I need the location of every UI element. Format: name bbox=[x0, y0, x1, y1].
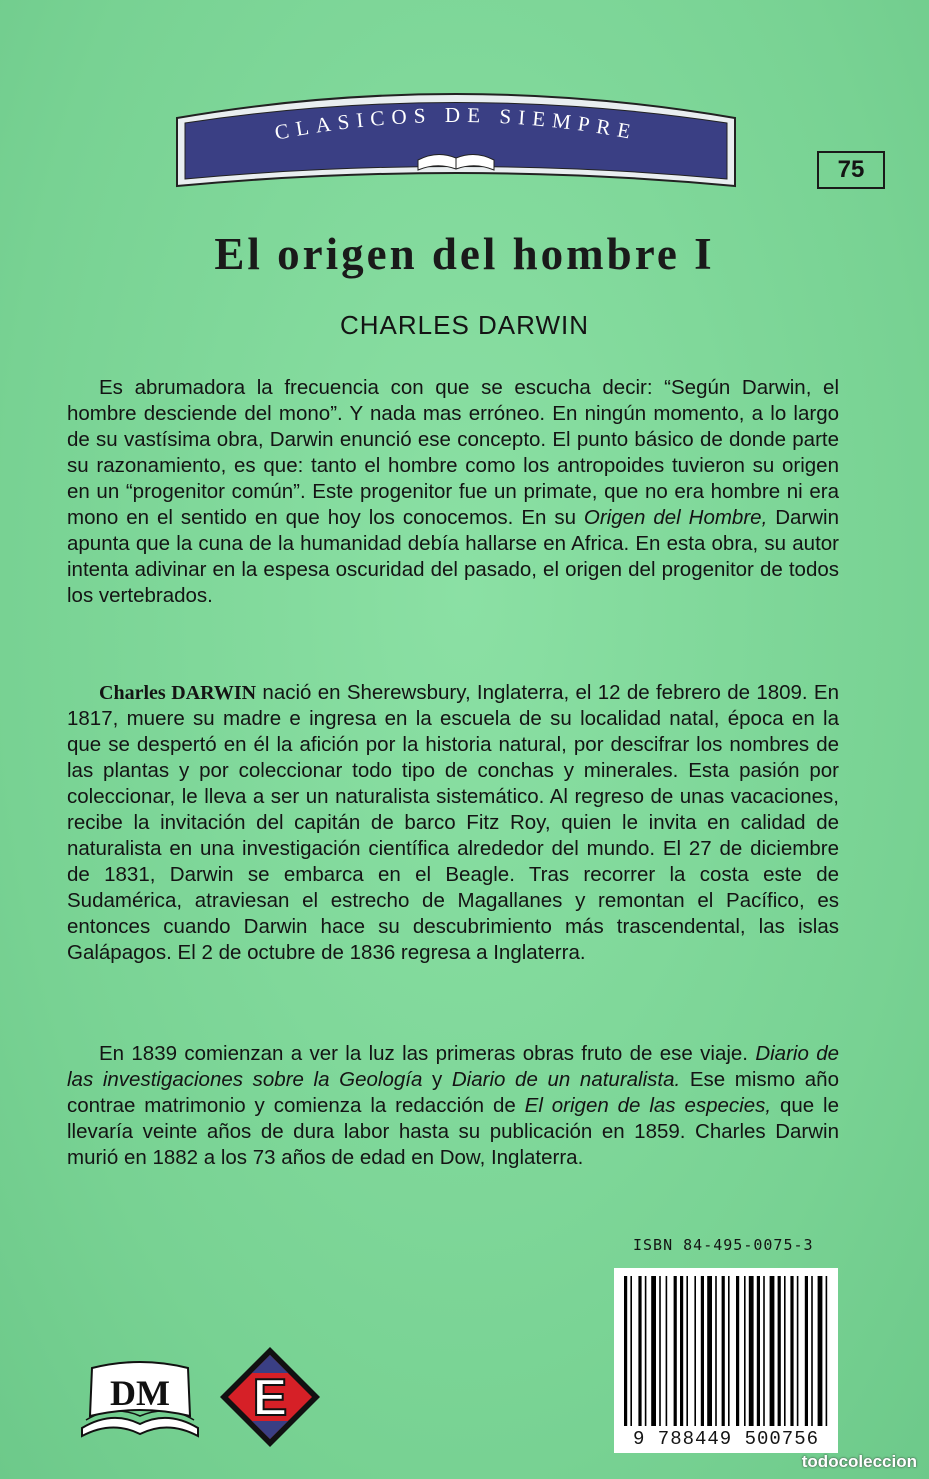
bio-paragraph: Charles DARWIN nació en Sherewsbury, Inglaterra, el 12 de febrero de 1809. En 1817, muere su madre e ingresa en la escuela de su localidad natal, época en la que se despertó en él la afición por la historia natural, por descifrar los nombres de las plantas y por coleccionar todo tipo de conchas y minerales. Esta pasión por coleccionar, le lleva a ser un naturalista sistemático. Al regreso de unas vacaciones, recibe la invitación del capitán de barco Fitz Roy, quien le invita en calidad de naturalista en una investigación científica alrededor del mundo. El 27 de diciembre de 1831, Darwin se embarca en el Beagle. Tras recorrer la costa este de Sudamérica, atraviesan el estrecho de Magallanes y remontan el Pacífico, es entonces cuando Darwin hace su descubrimiento más trascendental, las islas Galápagos. El 2 de octubre de 1836 regresa a Inglaterra. bbox=[67, 681, 840, 964]
series-banner bbox=[173, 90, 739, 200]
book-title: El origen del hombre I bbox=[214, 229, 715, 279]
dm-logo-text: DM bbox=[110, 1373, 170, 1413]
barcode bbox=[614, 1268, 838, 1453]
book-author: CHARLES DARWIN bbox=[339, 310, 589, 340]
barcode-number: 9 788449 500756 bbox=[632, 1428, 820, 1450]
svg-text:CLASICOS DE SIEMPRE bbox=[273, 103, 639, 145]
works-paragraph: En 1839 comienzan a ver la luz las primeras obras fruto de ese viaje. Diario de las investigaciones sobre la Geología y Diario de un naturalista. Ese mismo año contrae matrimonio y comienza la redacción de El origen de las especies, que le llevaría veinte años de dura labor hasta su publicación en 1859. Charles Darwin murió en 1882 a los 73 años de edad en Dow, Inglaterra. bbox=[67, 1042, 840, 1169]
watermark: todocoleccion bbox=[801, 1452, 917, 1471]
series-number: 75 bbox=[817, 151, 885, 189]
e-publisher-logo bbox=[218, 1345, 322, 1449]
isbn: ISBN 84-495-0075-3 bbox=[633, 1236, 814, 1254]
e-logo-text: E bbox=[252, 1369, 288, 1427]
series-label: CLASICOS DE SIEMPRE bbox=[272, 102, 640, 145]
dm-publisher-logo bbox=[78, 1358, 202, 1440]
barcode-bars bbox=[614, 1268, 838, 1428]
synopsis-paragraph: Es abrumadora la frecuencia con que se escucha decir: “Según Darwin, el hombre desciende del mono”. Y nada mas erróneo. En ningún momento, a lo largo de su vastísima obra, Darwin enunció ese concepto. El punto básico de donde parte su razonamiento, es que: tanto el hombre como los antropoides tuvieron su origen en un “progenitor común”. Este progenitor fue un primate, que no era hombre ni era mono en el sentido en que hoy los conocemos. En su Origen del Hombre, Darwin apunta que la cuna de la humanidad debía hallarse en Africa. En esta obra, su autor intenta adivinar en la espesa oscuridad del pasado, el origen del progenitor de todos los vertebrados. bbox=[67, 376, 839, 607]
